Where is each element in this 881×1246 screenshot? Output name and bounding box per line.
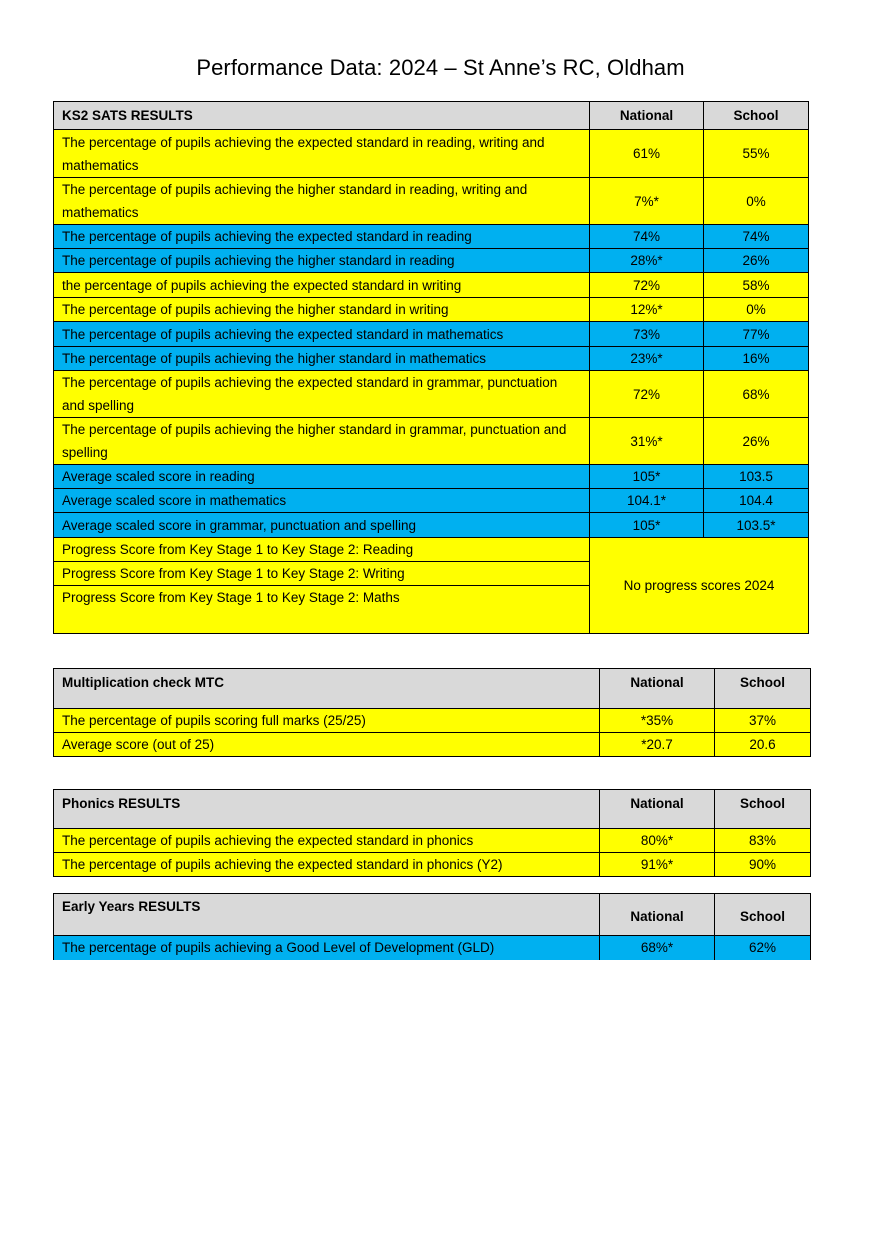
table-row — [54, 936, 811, 960]
progress-label: Progress Score from Key Stage 1 to Key Stage 2: Writing — [54, 562, 590, 586]
col-school: School — [715, 669, 811, 709]
row-label: Average scaled score in reading — [54, 465, 590, 489]
mtc-results-table — [53, 668, 811, 757]
phonics-heading: Phonics RESULTS — [54, 790, 600, 829]
row-label: The percentage of pupils achieving the expected standard in reading, writing and mathematics — [54, 130, 590, 178]
progress-row — [54, 538, 809, 562]
table-header-row — [54, 102, 809, 130]
school-value: 37% — [715, 709, 811, 733]
early-years-results-table — [53, 893, 811, 960]
national-value: 72% — [590, 273, 704, 298]
progress-label: Progress Score from Key Stage 1 to Key Stage 2: Reading — [54, 538, 590, 562]
national-value: 68%* — [600, 936, 715, 960]
table-row — [54, 733, 811, 757]
table-row — [54, 225, 809, 249]
school-value: 0% — [704, 178, 809, 225]
table-row — [54, 273, 809, 298]
row-label: Average scaled score in grammar, punctuation and spelling — [54, 513, 590, 538]
school-value: 74% — [704, 225, 809, 249]
table-row — [54, 347, 809, 371]
ks2-results-table — [53, 101, 809, 634]
school-value: 103.5* — [704, 513, 809, 538]
national-value: 23%* — [590, 347, 704, 371]
table-header-row — [54, 669, 811, 709]
national-value: 104.1* — [590, 489, 704, 513]
col-school: School — [715, 790, 811, 829]
col-school: School — [715, 894, 811, 936]
table-row — [54, 322, 809, 347]
table-row — [54, 249, 809, 273]
table-row — [54, 130, 809, 178]
national-value: 80%* — [600, 829, 715, 853]
school-value: 62% — [715, 936, 811, 960]
row-label: The percentage of pupils achieving the higher standard in reading — [54, 249, 590, 273]
table-row — [54, 829, 811, 853]
row-label: Average scaled score in mathematics — [54, 489, 590, 513]
row-label: The percentage of pupils achieving the expected standard in grammar, punctuation and spelling — [54, 371, 590, 418]
school-value: 90% — [715, 853, 811, 877]
row-label: The percentage of pupils achieving a Good Level of Development (GLD) — [54, 936, 600, 960]
school-value: 68% — [704, 371, 809, 418]
school-value: 0% — [704, 298, 809, 322]
page-title: Performance Data: 2024 – St Anne’s RC, Oldham — [196, 55, 685, 80]
school-value: 83% — [715, 829, 811, 853]
school-value: 55% — [704, 130, 809, 178]
table-row — [54, 418, 809, 465]
school-value: 26% — [704, 418, 809, 465]
national-value: 61% — [590, 130, 704, 178]
national-value: 31%* — [590, 418, 704, 465]
table-row — [54, 178, 809, 225]
phonics-results-table — [53, 789, 811, 877]
national-value: 72% — [590, 371, 704, 418]
row-label: The percentage of pupils achieving the higher standard in mathematics — [54, 347, 590, 371]
row-label: The percentage of pupils achieving the expected standard in phonics (Y2) — [54, 853, 600, 877]
col-school: School — [704, 102, 809, 130]
national-value: *35% — [600, 709, 715, 733]
mtc-heading: Multiplication check MTC — [54, 669, 600, 709]
row-label: Average score (out of 25) — [54, 733, 600, 757]
progress-note: No progress scores 2024 — [590, 538, 809, 634]
row-label: the percentage of pupils achieving the expected standard in writing — [54, 273, 590, 298]
col-national: National — [590, 102, 704, 130]
table-header-row — [54, 790, 811, 829]
col-national: National — [600, 669, 715, 709]
row-label: The percentage of pupils achieving the higher standard in writing — [54, 298, 590, 322]
school-value: 103.5 — [704, 465, 809, 489]
table-row — [54, 465, 809, 489]
row-label: The percentage of pupils achieving the higher standard in reading, writing and mathematics — [54, 178, 590, 225]
table-header-row — [54, 894, 811, 936]
row-label: The percentage of pupils achieving the expected standard in phonics — [54, 829, 600, 853]
national-value: 73% — [590, 322, 704, 347]
school-value: 16% — [704, 347, 809, 371]
table-row — [54, 513, 809, 538]
school-value: 104.4 — [704, 489, 809, 513]
school-value: 77% — [704, 322, 809, 347]
row-label: The percentage of pupils scoring full marks (25/25) — [54, 709, 600, 733]
row-label: The percentage of pupils achieving the expected standard in reading — [54, 225, 590, 249]
table-row — [54, 853, 811, 877]
national-value: 105* — [590, 465, 704, 489]
progress-label: Progress Score from Key Stage 1 to Key Stage 2: Maths — [54, 586, 590, 634]
national-value: 74% — [590, 225, 704, 249]
col-national: National — [600, 790, 715, 829]
national-value: 28%* — [590, 249, 704, 273]
table-row — [54, 489, 809, 513]
school-value: 58% — [704, 273, 809, 298]
row-label: The percentage of pupils achieving the higher standard in grammar, punctuation and spelling — [54, 418, 590, 465]
national-value: 105* — [590, 513, 704, 538]
national-value: *20.7 — [600, 733, 715, 757]
row-label: The percentage of pupils achieving the expected standard in mathematics — [54, 322, 590, 347]
ks2-heading: KS2 SATS RESULTS — [54, 102, 590, 130]
col-national: National — [600, 894, 715, 936]
table-row — [54, 298, 809, 322]
table-row — [54, 371, 809, 418]
national-value: 7%* — [590, 178, 704, 225]
school-value: 20.6 — [715, 733, 811, 757]
table-row — [54, 709, 811, 733]
school-value: 26% — [704, 249, 809, 273]
national-value: 91%* — [600, 853, 715, 877]
eyfs-heading: Early Years RESULTS — [54, 894, 600, 936]
national-value: 12%* — [590, 298, 704, 322]
